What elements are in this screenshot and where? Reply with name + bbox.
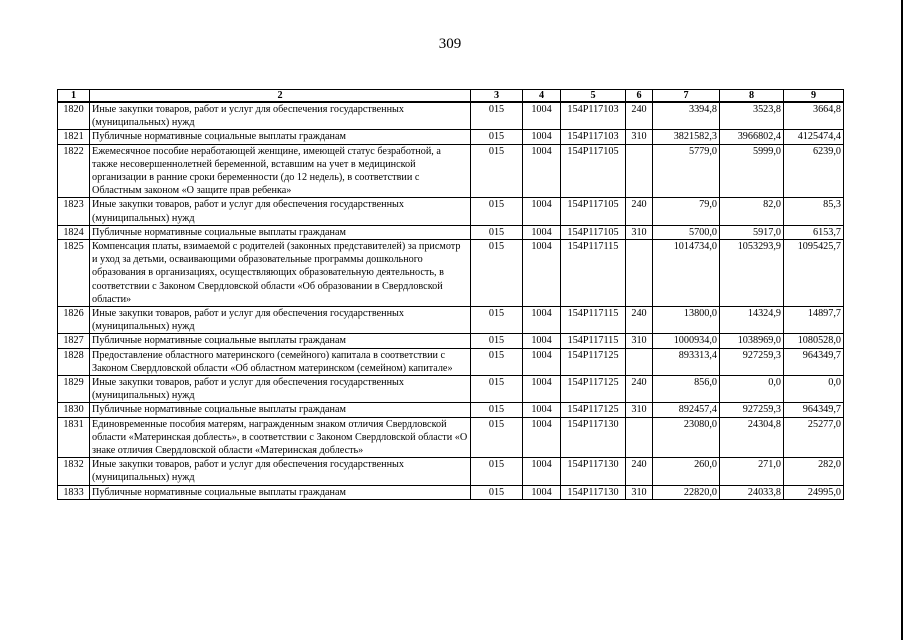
amount-year2-cell: 3966802,4 xyxy=(720,130,784,144)
amount-year3-cell: 6239,0 xyxy=(784,144,844,198)
amount-year1-cell: 1000934,0 xyxy=(653,334,720,348)
amount-year1-cell: 79,0 xyxy=(653,198,720,225)
amount-year1-cell: 5779,0 xyxy=(653,144,720,198)
target-code-cell: 154P117105 xyxy=(561,144,626,198)
expense-type-cell: 310 xyxy=(626,225,653,239)
amount-year3-cell: 0,0 xyxy=(784,376,844,403)
amount-year2-cell: 5917,0 xyxy=(720,225,784,239)
section-code-cell: 1004 xyxy=(523,485,561,499)
amount-year3-cell: 282,0 xyxy=(784,458,844,485)
page-number: 309 xyxy=(438,36,462,52)
header-cell-3: 3 xyxy=(471,90,523,103)
amount-year2-cell: 927259,3 xyxy=(720,348,784,375)
expense-type-cell xyxy=(626,144,653,198)
amount-year3-cell: 1080528,0 xyxy=(784,334,844,348)
row-number-cell: 1821 xyxy=(58,130,90,144)
admin-code-cell: 015 xyxy=(471,458,523,485)
target-code-cell: 154P117115 xyxy=(561,307,626,334)
amount-year2-cell: 5999,0 xyxy=(720,144,784,198)
amount-year1-cell: 3821582,3 xyxy=(653,130,720,144)
row-name-cell: Публичные нормативные социальные выплаты гражданам xyxy=(90,225,471,239)
expense-type-cell: 310 xyxy=(626,403,653,417)
amount-year2-cell: 0,0 xyxy=(720,376,784,403)
section-code-cell: 1004 xyxy=(523,348,561,375)
amount-year3-cell: 964349,7 xyxy=(784,348,844,375)
target-code-cell: 154P117103 xyxy=(561,130,626,144)
row-name-cell: Публичные нормативные социальные выплаты гражданам xyxy=(90,485,471,499)
admin-code-cell: 015 xyxy=(471,102,523,130)
budget-table xyxy=(57,89,844,500)
table-row xyxy=(58,225,844,239)
amount-year2-cell: 927259,3 xyxy=(720,403,784,417)
table-row xyxy=(58,376,844,403)
expense-type-cell: 240 xyxy=(626,198,653,225)
amount-year1-cell: 1014734,0 xyxy=(653,240,720,307)
target-code-cell: 154P117125 xyxy=(561,403,626,417)
amount-year1-cell: 5700,0 xyxy=(653,225,720,239)
admin-code-cell: 015 xyxy=(471,144,523,198)
section-code-cell: 1004 xyxy=(523,102,561,130)
target-code-cell: 154P117125 xyxy=(561,348,626,375)
amount-year3-cell: 85,3 xyxy=(784,198,844,225)
row-name-cell: Иные закупки товаров, работ и услуг для обеспечения государственных (муниципальных) нужд xyxy=(90,458,471,485)
table-row xyxy=(58,144,844,198)
expense-type-cell: 240 xyxy=(626,307,653,334)
table-row xyxy=(58,348,844,375)
row-number-cell: 1832 xyxy=(58,458,90,485)
row-number-cell: 1826 xyxy=(58,307,90,334)
header-cell-1: 1 xyxy=(58,90,90,103)
expense-type-cell: 310 xyxy=(626,485,653,499)
target-code-cell: 154P117115 xyxy=(561,240,626,307)
amount-year2-cell: 82,0 xyxy=(720,198,784,225)
row-number-cell: 1830 xyxy=(58,403,90,417)
amount-year2-cell: 24304,8 xyxy=(720,417,784,458)
amount-year2-cell: 271,0 xyxy=(720,458,784,485)
target-code-cell: 154P117125 xyxy=(561,376,626,403)
admin-code-cell: 015 xyxy=(471,307,523,334)
table-row xyxy=(58,102,844,130)
section-code-cell: 1004 xyxy=(523,198,561,225)
section-code-cell: 1004 xyxy=(523,334,561,348)
admin-code-cell: 015 xyxy=(471,485,523,499)
header-cell-2: 2 xyxy=(90,90,471,103)
table-row xyxy=(58,403,844,417)
expense-type-cell: 240 xyxy=(626,458,653,485)
expense-type-cell xyxy=(626,240,653,307)
section-code-cell: 1004 xyxy=(523,144,561,198)
table-row xyxy=(58,130,844,144)
amount-year3-cell: 1095425,7 xyxy=(784,240,844,307)
expense-type-cell xyxy=(626,417,653,458)
admin-code-cell: 015 xyxy=(471,403,523,417)
table-body xyxy=(58,102,844,499)
amount-year1-cell: 260,0 xyxy=(653,458,720,485)
amount-year2-cell: 24033,8 xyxy=(720,485,784,499)
target-code-cell: 154P117105 xyxy=(561,198,626,225)
header-cell-8: 8 xyxy=(720,90,784,103)
table-row xyxy=(58,240,844,307)
admin-code-cell: 015 xyxy=(471,334,523,348)
amount-year1-cell: 893313,4 xyxy=(653,348,720,375)
target-code-cell: 154P117130 xyxy=(561,417,626,458)
amount-year1-cell: 892457,4 xyxy=(653,403,720,417)
amount-year3-cell: 3664,8 xyxy=(784,102,844,130)
amount-year3-cell: 4125474,4 xyxy=(784,130,844,144)
admin-code-cell: 015 xyxy=(471,130,523,144)
row-name-cell: Компенсация платы, взимаемой с родителей (законных представителей) за присмотр и уход за детьми, осваивающими образовательные программы дошкольного образования в организациях, осуществляющих образовательную деятельность, в соответствии с Законом Свердловской области «Об образовании в Свердловской области» xyxy=(90,240,471,307)
row-number-cell: 1833 xyxy=(58,485,90,499)
admin-code-cell: 015 xyxy=(471,348,523,375)
row-number-cell: 1827 xyxy=(58,334,90,348)
admin-code-cell: 015 xyxy=(471,417,523,458)
row-name-cell: Иные закупки товаров, работ и услуг для обеспечения государственных (муниципальных) нужд xyxy=(90,376,471,403)
table-row xyxy=(58,307,844,334)
expense-type-cell: 240 xyxy=(626,102,653,130)
target-code-cell: 154P117130 xyxy=(561,458,626,485)
target-code-cell: 154P117130 xyxy=(561,485,626,499)
row-number-cell: 1831 xyxy=(58,417,90,458)
amount-year1-cell: 13800,0 xyxy=(653,307,720,334)
section-code-cell: 1004 xyxy=(523,403,561,417)
amount-year1-cell: 23080,0 xyxy=(653,417,720,458)
target-code-cell: 154P117105 xyxy=(561,225,626,239)
target-code-cell: 154P117115 xyxy=(561,334,626,348)
amount-year3-cell: 964349,7 xyxy=(784,403,844,417)
row-number-cell: 1824 xyxy=(58,225,90,239)
header-cell-6: 6 xyxy=(626,90,653,103)
row-name-cell: Иные закупки товаров, работ и услуг для обеспечения государственных (муниципальных) нужд xyxy=(90,307,471,334)
amount-year2-cell: 1038969,0 xyxy=(720,334,784,348)
header-cell-4: 4 xyxy=(523,90,561,103)
expense-type-cell: 310 xyxy=(626,334,653,348)
section-code-cell: 1004 xyxy=(523,417,561,458)
table-row xyxy=(58,334,844,348)
row-name-cell: Иные закупки товаров, работ и услуг для обеспечения государственных (муниципальных) нужд xyxy=(90,102,471,130)
amount-year2-cell: 1053293,9 xyxy=(720,240,784,307)
row-name-cell: Предоставление областного материнского (семейного) капитала в соответствии с Законом Свердловской области «Об областном материнском (семейном) капитале» xyxy=(90,348,471,375)
header-cell-9: 9 xyxy=(784,90,844,103)
header-cell-5: 5 xyxy=(561,90,626,103)
expense-type-cell: 240 xyxy=(626,376,653,403)
row-number-cell: 1823 xyxy=(58,198,90,225)
amount-year1-cell: 856,0 xyxy=(653,376,720,403)
section-code-cell: 1004 xyxy=(523,376,561,403)
section-code-cell: 1004 xyxy=(523,458,561,485)
section-code-cell: 1004 xyxy=(523,240,561,307)
expense-type-cell: 310 xyxy=(626,130,653,144)
row-number-cell: 1828 xyxy=(58,348,90,375)
target-code-cell: 154P117103 xyxy=(561,102,626,130)
amount-year1-cell: 3394,8 xyxy=(653,102,720,130)
amount-year3-cell: 24995,0 xyxy=(784,485,844,499)
table-row xyxy=(58,417,844,458)
header-cell-7: 7 xyxy=(653,90,720,103)
admin-code-cell: 015 xyxy=(471,376,523,403)
row-number-cell: 1825 xyxy=(58,240,90,307)
scan-edge-rule xyxy=(901,0,903,640)
row-number-cell: 1829 xyxy=(58,376,90,403)
row-number-cell: 1822 xyxy=(58,144,90,198)
amount-year2-cell: 3523,8 xyxy=(720,102,784,130)
admin-code-cell: 015 xyxy=(471,225,523,239)
table-row xyxy=(58,198,844,225)
row-name-cell: Публичные нормативные социальные выплаты гражданам xyxy=(90,130,471,144)
amount-year3-cell: 14897,7 xyxy=(784,307,844,334)
expense-type-cell xyxy=(626,348,653,375)
section-code-cell: 1004 xyxy=(523,130,561,144)
amount-year2-cell: 14324,9 xyxy=(720,307,784,334)
table-row xyxy=(58,485,844,499)
row-name-cell: Ежемесячное пособие неработающей женщине, имеющей статус безработной, а также несовершеннолетней беременной, вставшим на учет в медицинской организации в ранние сроки беременности (до 12 недель), в соответствии с Областным законом «О защите прав ребенка» xyxy=(90,144,471,198)
row-name-cell: Иные закупки товаров, работ и услуг для обеспечения государственных (муниципальных) нужд xyxy=(90,198,471,225)
admin-code-cell: 015 xyxy=(471,198,523,225)
admin-code-cell: 015 xyxy=(471,240,523,307)
row-name-cell: Публичные нормативные социальные выплаты гражданам xyxy=(90,334,471,348)
section-code-cell: 1004 xyxy=(523,225,561,239)
header-row xyxy=(58,90,844,103)
row-name-cell: Публичные нормативные социальные выплаты гражданам xyxy=(90,403,471,417)
amount-year1-cell: 22820,0 xyxy=(653,485,720,499)
row-name-cell: Единовременные пособия матерям, награжденным знаком отличия Свердловской области «Материнская доблесть», в соответствии с Законом Свердловской области «О знаке отличия Свердловской области «Материнская доблесть» xyxy=(90,417,471,458)
amount-year3-cell: 6153,7 xyxy=(784,225,844,239)
row-number-cell: 1820 xyxy=(58,102,90,130)
table-row xyxy=(58,458,844,485)
section-code-cell: 1004 xyxy=(523,307,561,334)
amount-year3-cell: 25277,0 xyxy=(784,417,844,458)
